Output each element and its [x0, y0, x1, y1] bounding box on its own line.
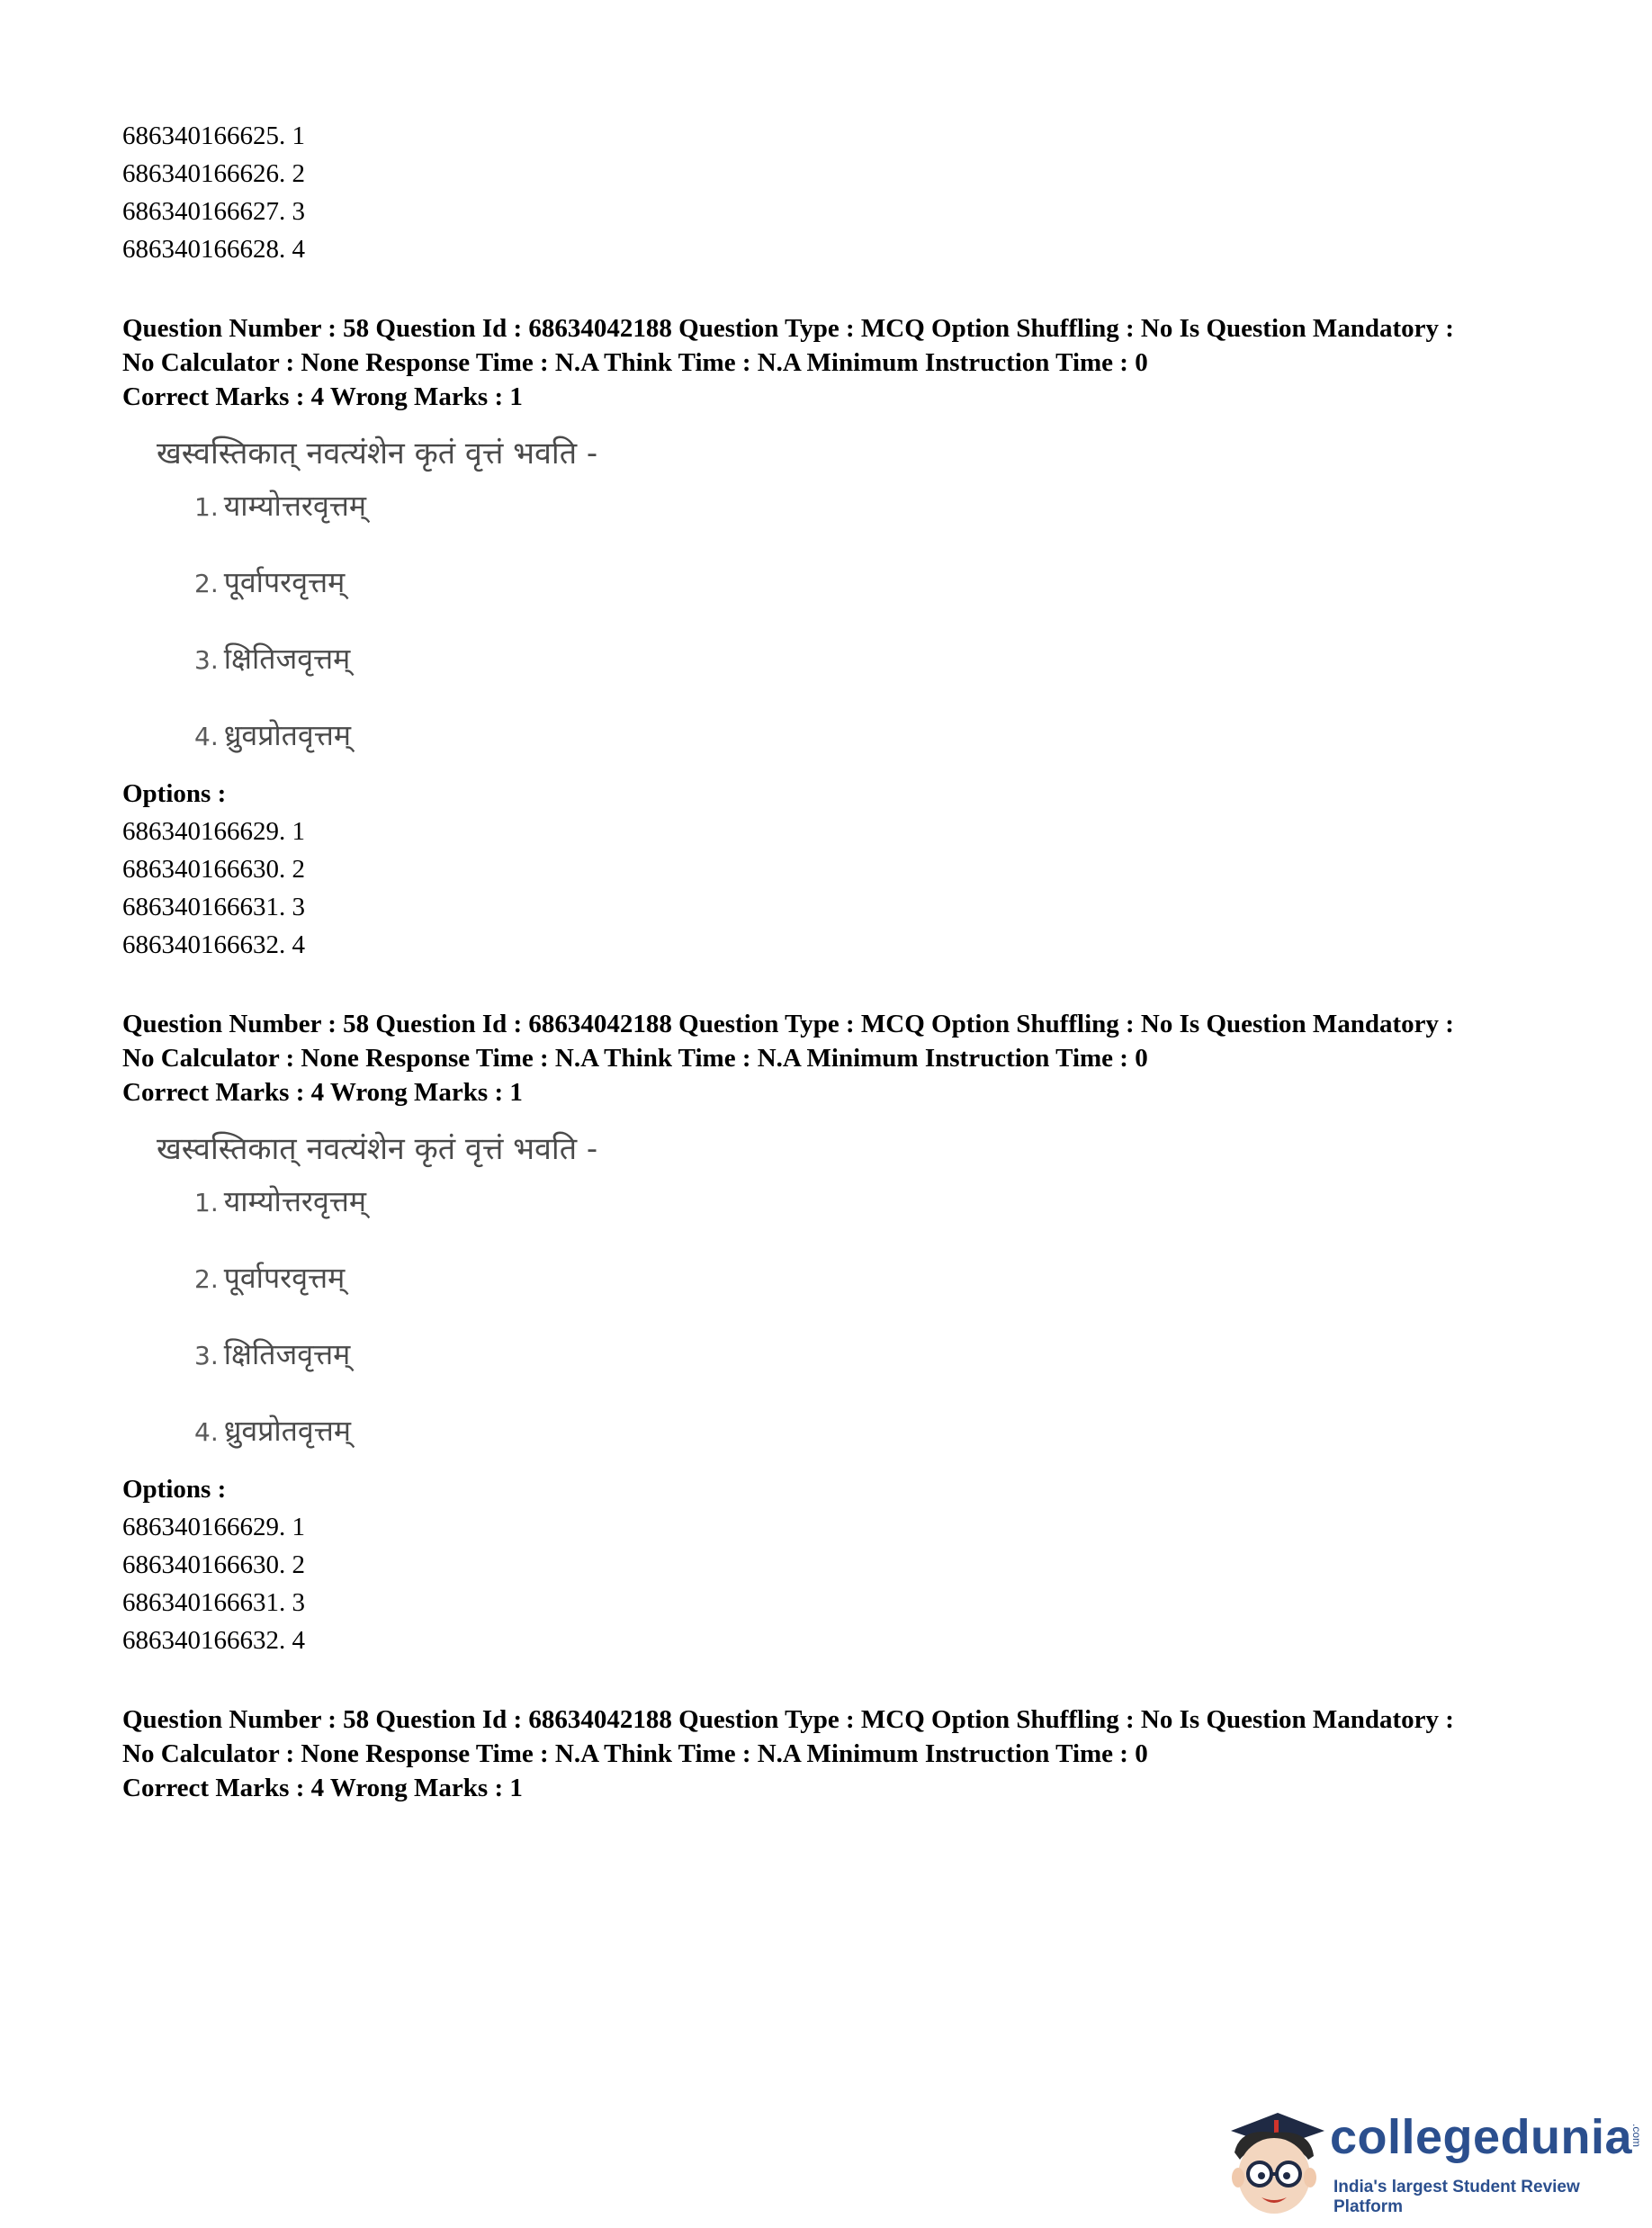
question-paper-page: [122, 117, 1544, 1807]
choice-item: 1. याम्योत्तरवृत्तम्: [194, 1184, 367, 1218]
question-stem: खस्वस्तिकात् नवत्यंशेन कृतं वृत्तं भवति -: [157, 1131, 598, 1167]
question-block: [122, 1005, 1544, 1659]
options-label: Options :: [122, 1475, 227, 1504]
question-meta-line: No Calculator : None Response Time : N.A Think Time : N.A Minimum Instruction Time : 0: [122, 1044, 1148, 1073]
student-mascot-icon: [1215, 2097, 1332, 2223]
question-marks: Correct Marks : 4 Wrong Marks : 1: [122, 382, 523, 411]
question-meta-line: No Calculator : None Response Time : N.A Think Time : N.A Minimum Instruction Time : 0: [122, 348, 1148, 377]
choice-item: 3. क्षितिजवृत्तम्: [194, 1337, 351, 1371]
option-line: 686340166630. 2: [122, 1550, 305, 1579]
question-meta-line: Question Number : 58 Question Id : 68634042188 Question Type : MCQ Option Shuffling : No Is Question Mandatory :: [122, 1010, 1454, 1038]
options-label: Options :: [122, 779, 227, 808]
question-content: [157, 1111, 1544, 1470]
option-line: 686340166632. 4: [122, 1626, 305, 1655]
question-content: [157, 416, 1544, 775]
options-list: [122, 1508, 1544, 1659]
choice-item: 2. पूर्वापरवृत्तम्: [194, 1261, 346, 1295]
question-meta-line: Question Number : 58 Question Id : 68634042188 Question Type : MCQ Option Shuffling : No Is Question Mandatory :: [122, 314, 1454, 343]
question-meta-line: Question Number : 58 Question Id : 68634042188 Question Type : MCQ Option Shuffling : No Is Question Mandatory :: [122, 1705, 1454, 1734]
question-marks: Correct Marks : 4 Wrong Marks : 1: [122, 1078, 523, 1107]
logo-brand-text: collegedunia: [1330, 2110, 1633, 2164]
option-line: 686340166626. 2: [122, 159, 305, 188]
option-line: 686340166628. 4: [122, 235, 305, 264]
choice-item: 1. याम्योत्तरवृत्तम्: [194, 489, 367, 523]
option-line: 686340166630. 2: [122, 855, 305, 884]
option-line: 686340166625. 1: [122, 121, 305, 150]
collegedunia-logo: [1215, 2097, 1647, 2223]
question-marks: Correct Marks : 4 Wrong Marks : 1: [122, 1774, 523, 1802]
option-line: 686340166629. 1: [122, 817, 305, 846]
question-meta-line: No Calculator : None Response Time : N.A Think Time : N.A Minimum Instruction Time : 0: [122, 1739, 1148, 1768]
option-line: 686340166629. 1: [122, 1513, 305, 1541]
choice-item: 4. ध्रुवप्रोतवृत्तम्: [194, 718, 351, 752]
question-block: [122, 310, 1544, 964]
question-block: [122, 1701, 1544, 1807]
option-line: 686340166631. 3: [122, 1588, 305, 1617]
choice-item: 4. ध्रुवप्रोतवृत्तम्: [194, 1414, 351, 1448]
logo-tagline: India's largest Student Review Platform: [1333, 2178, 1580, 2216]
options-list: [122, 813, 1544, 964]
logo-domain-suffix: .com: [1630, 2124, 1643, 2148]
top-options-list: [122, 117, 1544, 268]
option-line: 686340166631. 3: [122, 893, 305, 921]
option-line: 686340166632. 4: [122, 930, 305, 959]
choice-item: 2. पूर्वापरवृत्तम्: [194, 565, 346, 599]
choice-item: 3. क्षितिजवृत्तम्: [194, 642, 351, 676]
option-line: 686340166627. 3: [122, 197, 305, 226]
question-stem: खस्वस्तिकात् नवत्यंशेन कृतं वृत्तं भवति -: [157, 436, 598, 472]
